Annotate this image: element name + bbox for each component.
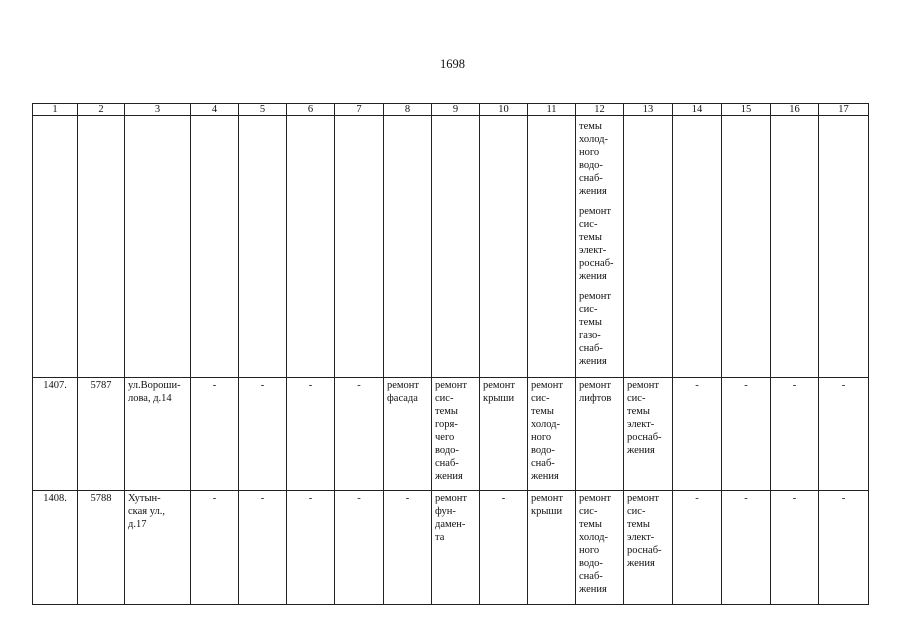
table-cell: -: [673, 491, 722, 605]
table-cell: [624, 116, 673, 378]
column-header: 7: [335, 104, 384, 116]
table-cell: [576, 116, 624, 378]
object-id: 5788: [78, 491, 125, 605]
table-cell: -: [335, 491, 384, 605]
column-header: 6: [287, 104, 335, 116]
table-cell: -: [191, 378, 239, 491]
table-cell: ремонт сис- темы элект- роснаб- жения: [624, 491, 673, 605]
table-cell: ремонт фун- дамен- та: [432, 491, 480, 605]
table-cell: -: [335, 378, 384, 491]
column-header: 12: [576, 104, 624, 116]
table-row: [33, 378, 869, 491]
table-cell: [771, 116, 819, 378]
table-cell: [480, 116, 528, 378]
table-cell: -: [771, 378, 819, 491]
table-cell: [78, 116, 125, 378]
table-cell: [33, 116, 78, 378]
table-cell: -: [819, 491, 869, 605]
table-cell: -: [673, 378, 722, 491]
table-cell: [432, 116, 480, 378]
table-cell: ремонт крыши: [480, 378, 528, 491]
column-header: 5: [239, 104, 287, 116]
table-cell: -: [819, 378, 869, 491]
table-cell: [125, 116, 191, 378]
table-cell: ремонт сис- темы холод- ного водо- снаб- жения: [528, 378, 576, 491]
address: ул.Вороши- лова, д.14: [125, 378, 191, 491]
work-item: ремонт сис- темы газо- снаб- жения: [579, 291, 612, 367]
table-cell: -: [722, 378, 771, 491]
table-cell: -: [239, 491, 287, 605]
table-cell: ремонт крыши: [528, 491, 576, 605]
column-header: 14: [673, 104, 722, 116]
column-header: 11: [528, 104, 576, 116]
column-header: 3: [125, 104, 191, 116]
column-header: 9: [432, 104, 480, 116]
column-header: 16: [771, 104, 819, 116]
table-cell: -: [384, 491, 432, 605]
table-cell: [239, 116, 287, 378]
table-cell: -: [287, 491, 335, 605]
column-header: 15: [722, 104, 771, 116]
table-cell: [191, 116, 239, 378]
table-cell: [673, 116, 722, 378]
table-cell: ремонт сис- темы холод- ного водо- снаб- жения: [576, 491, 624, 605]
column-header: 13: [624, 104, 673, 116]
table-cell: [528, 116, 576, 378]
table-cell: ремонт сис- темы горя- чего водо- снаб- жения: [432, 378, 480, 491]
table-cell: ремонт лифтов: [576, 378, 624, 491]
work-item: ремонт сис- темы элект- роснаб- жения: [579, 206, 614, 282]
column-header: 4: [191, 104, 239, 116]
continuation-row: [33, 116, 869, 378]
table-row: [33, 491, 869, 605]
table-cell: ремонт сис- темы элект- роснаб- жения: [624, 378, 673, 491]
column-header: 2: [78, 104, 125, 116]
header-row: [33, 104, 869, 116]
table-cell: [335, 116, 384, 378]
row-number: 1407.: [33, 378, 78, 491]
column-header: 8: [384, 104, 432, 116]
column-header: 17: [819, 104, 869, 116]
table-cell: [384, 116, 432, 378]
table-cell: -: [287, 378, 335, 491]
table-cell: -: [480, 491, 528, 605]
row-number: 1408.: [33, 491, 78, 605]
table-cell: -: [771, 491, 819, 605]
object-id: 5787: [78, 378, 125, 491]
table-cell: -: [191, 491, 239, 605]
work-item: темы холод- ного водо- снаб- жения: [579, 121, 608, 197]
table-cell: -: [239, 378, 287, 491]
table-cell: -: [722, 491, 771, 605]
column-header: 10: [480, 104, 528, 116]
table-cell: [722, 116, 771, 378]
page-number: 1698: [440, 57, 465, 71]
table-cell: ремонт фасада: [384, 378, 432, 491]
table-cell: [287, 116, 335, 378]
column-header: 1: [33, 104, 78, 116]
table-cell: [819, 116, 869, 378]
works-table: [32, 103, 869, 605]
address: Хутын- ская ул., д.17: [125, 491, 191, 605]
